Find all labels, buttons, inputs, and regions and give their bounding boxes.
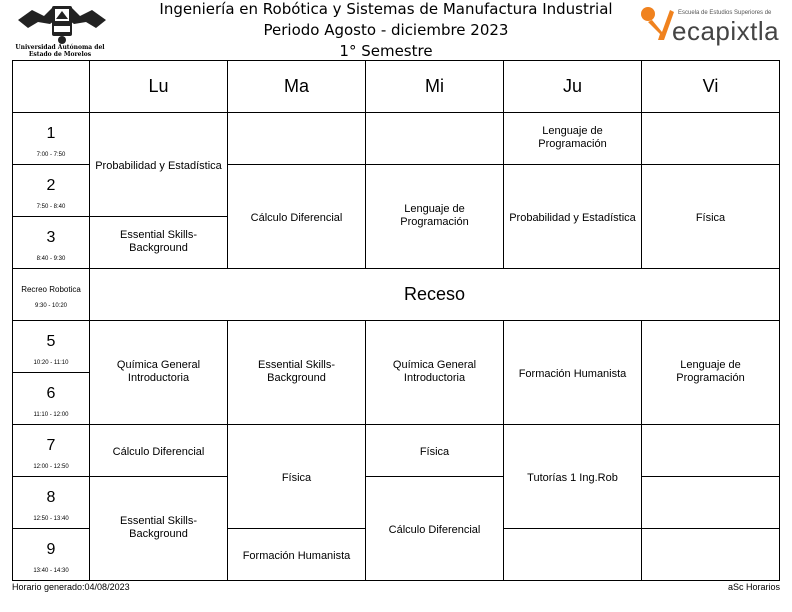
course-name: Química General Introductoria [116, 359, 201, 384]
course-name: Cálculo Diferencial [388, 523, 481, 536]
period-time: 12:50 - 13:40 [33, 516, 69, 522]
ecapixtla-wordmark: ecapixtla [672, 16, 780, 46]
period-cell [13, 529, 90, 581]
empty-cell [642, 113, 780, 165]
course-name: Lenguaje de Programación [538, 125, 607, 150]
course-cell [228, 529, 366, 581]
generator-credit: aSc Horarios [727, 582, 780, 592]
day-label: Lu [148, 76, 169, 96]
period-cell [13, 165, 90, 217]
course-cell [504, 321, 642, 425]
course-name: Física [695, 211, 726, 224]
day-label: Ma [283, 76, 309, 96]
period-number: 1 [46, 125, 56, 142]
course-name: Cálculo Diferencial [112, 445, 205, 458]
course-name: Probabilidad y Estadística [509, 211, 636, 224]
empty-cell [642, 529, 780, 581]
period-number: 2 [46, 177, 56, 194]
course-cell [90, 113, 228, 217]
course-name: Tutorías 1 Ing.Rob [527, 471, 618, 484]
ecapixtla-y-icon [640, 4, 676, 44]
day-header-lu [90, 61, 228, 113]
period-cell [13, 217, 90, 269]
period-time: 7:00 - 7:50 [36, 152, 66, 158]
period-row [13, 477, 780, 529]
day-header-row [13, 61, 780, 113]
course-cell [90, 321, 228, 425]
course-name: Física [419, 445, 450, 458]
period-cell [13, 425, 90, 477]
period-row [13, 321, 780, 373]
course-cell [366, 321, 504, 425]
day-label: Ju [562, 76, 582, 96]
period-row [13, 113, 780, 165]
period-number: 6 [46, 385, 56, 402]
uaem-name: Universidad Autónoma del Estado de Morelos [15, 44, 105, 58]
course-name: Física [281, 471, 312, 484]
course-name: Lenguaje de Programación [676, 359, 745, 384]
course-cell [504, 425, 642, 529]
period-time: 13:40 - 14:30 [33, 568, 69, 574]
empty-cell [642, 425, 780, 477]
course-cell [366, 477, 504, 581]
course-cell [90, 425, 228, 477]
period-time: 11:10 - 12:00 [33, 412, 69, 418]
day-header-vi [642, 61, 780, 113]
period-time: 7:50 - 8:40 [36, 204, 66, 210]
day-header-ma [228, 61, 366, 113]
period-row [13, 425, 780, 477]
corner-cell [13, 61, 90, 113]
course-cell [366, 425, 504, 477]
generated-date: Horario generado:04/08/2023 [12, 582, 130, 592]
course-cell [642, 321, 780, 425]
day-header-ju [504, 61, 642, 113]
period-cell [13, 269, 90, 321]
course-name: Formación Humanista [242, 549, 351, 562]
course-name: Essential Skills-Background [257, 359, 336, 384]
period-number: 9 [46, 541, 56, 558]
course-cell [504, 165, 642, 269]
period-cell [13, 113, 90, 165]
period-time: 9:30 - 10:20 [34, 302, 68, 309]
period-number: 5 [46, 333, 56, 350]
recess-label: Receso [403, 284, 466, 304]
semester-title: 1° Semestre [339, 42, 433, 60]
course-cell [90, 477, 228, 581]
period-number: 3 [46, 229, 56, 246]
course-name: Química General Introductoria [392, 359, 477, 384]
recess-cell [90, 269, 780, 321]
empty-cell [504, 529, 642, 581]
day-header-mi [366, 61, 504, 113]
course-name: Formación Humanista [518, 367, 627, 380]
page-title: Ingeniería en Robótica y Sistemas de Manufactura Industrial [159, 0, 613, 18]
period-cell [13, 321, 90, 373]
day-label: Mi [425, 76, 444, 96]
course-name: Cálculo Diferencial [250, 211, 343, 224]
timetable [12, 60, 780, 581]
period-number: 7 [46, 437, 56, 454]
day-label: Vi [702, 76, 719, 96]
period-cell [13, 373, 90, 425]
course-cell [504, 113, 642, 165]
course-cell [228, 321, 366, 425]
period-number: 8 [46, 489, 56, 506]
recess-period-label: Recreo Robotica [21, 284, 81, 294]
course-cell [642, 165, 780, 269]
recess-row [13, 269, 780, 321]
period-cell [13, 477, 90, 529]
ecapixtla-school-label: Escuela de Estudios Superiores de [678, 10, 772, 16]
course-name: Lenguaje de Programación [400, 203, 469, 228]
course-cell [366, 165, 504, 269]
course-name: Essential Skills-Background [119, 229, 198, 254]
period-title: Periodo Agosto - diciembre 2023 [263, 21, 509, 39]
course-cell [90, 217, 228, 269]
uaem-crest-icon [14, 2, 110, 46]
empty-cell [228, 113, 366, 165]
period-time: 10:20 - 11:10 [33, 360, 69, 366]
period-time: 8:40 - 9:30 [36, 256, 66, 262]
course-name: Essential Skills-Background [119, 515, 198, 540]
course-cell [228, 425, 366, 529]
course-name: Probabilidad y Estadística [95, 159, 222, 172]
course-cell [228, 165, 366, 269]
empty-cell [642, 477, 780, 529]
empty-cell [366, 113, 504, 165]
period-time: 12:00 - 12:50 [33, 464, 69, 470]
